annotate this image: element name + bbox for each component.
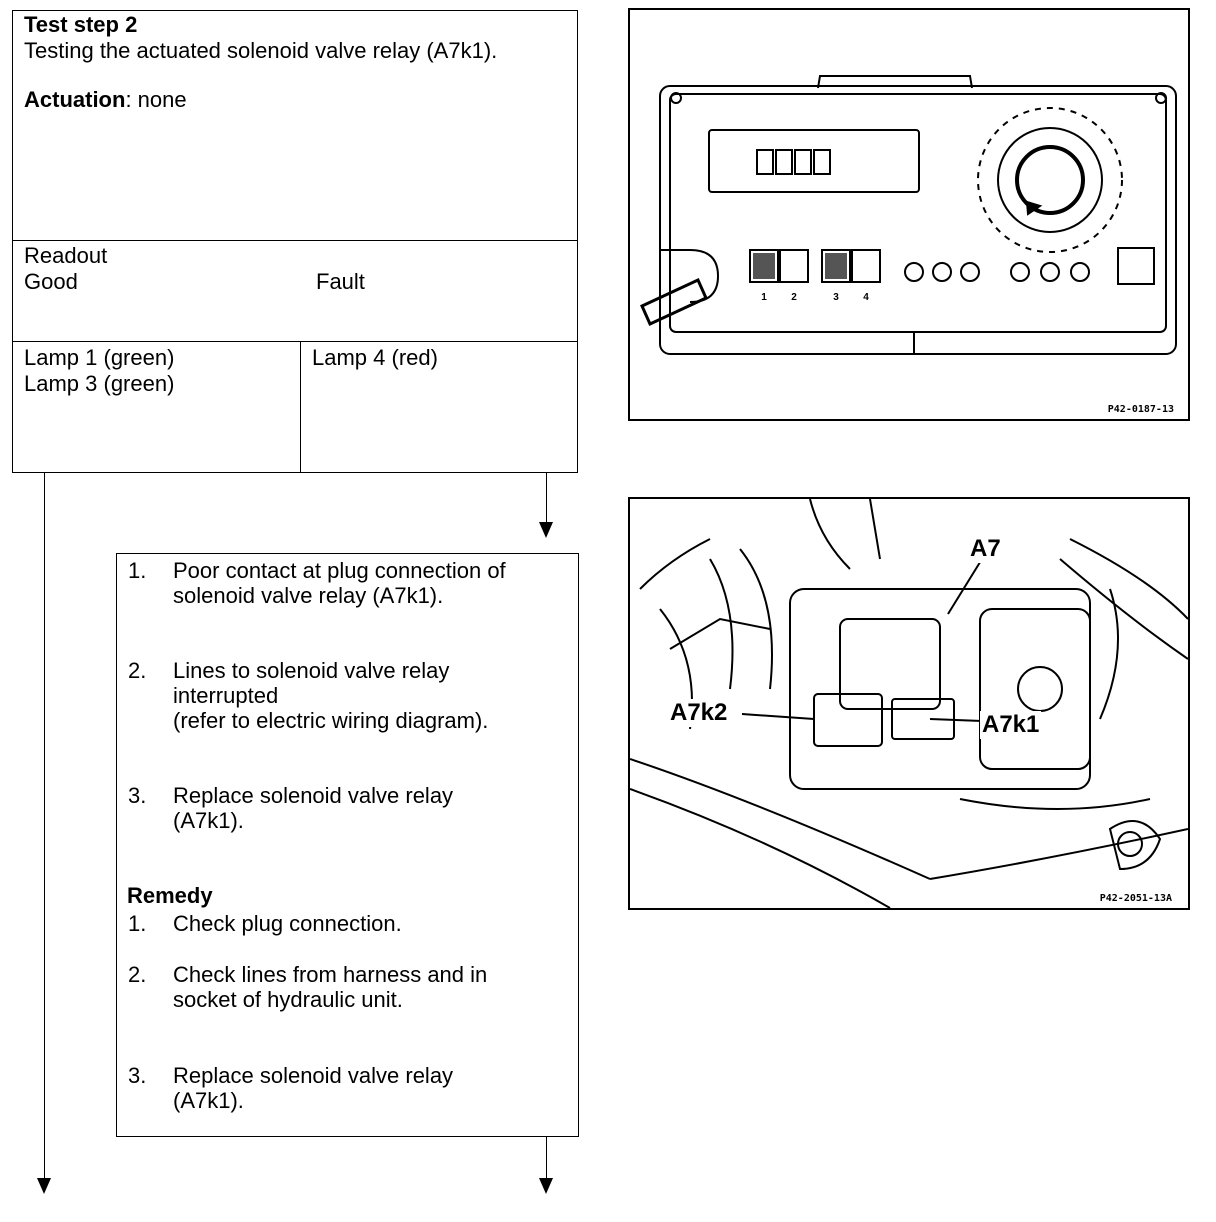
- actuation-label: Actuation: [24, 87, 126, 112]
- figure-caption: P42-0187-13: [1107, 404, 1174, 415]
- flow-line-good: [44, 473, 45, 1180]
- remedy-text: Check plug connection.: [173, 911, 402, 936]
- actuation-row: [24, 87, 187, 113]
- arrow-down-icon: [539, 1178, 553, 1194]
- divider: [300, 341, 301, 473]
- good-lamp-1: Lamp 1 (green): [24, 345, 175, 370]
- remedy-text: Check lines from harness and in socket of hydraulic unit.: [173, 962, 488, 1012]
- button-number: 4: [863, 292, 869, 303]
- readout-fault: Fault: [316, 269, 365, 294]
- divider: [12, 240, 578, 241]
- button-number: 2: [791, 292, 797, 303]
- cause-text: Replace solenoid valve relay (A7k1).: [173, 783, 454, 833]
- cause-text: Lines to solenoid valve relay interrupted (refer to electric wiring diagram).: [173, 658, 489, 733]
- good-lamp-3: Lamp 3 (green): [24, 371, 175, 396]
- cause-text: Poor contact at plug connection of solenoid valve relay (A7k1).: [173, 558, 506, 608]
- remedy-number: 2.: [128, 962, 147, 987]
- cause-number: 2.: [128, 658, 147, 683]
- flow-line-fault-out: [546, 1137, 547, 1179]
- hydraulic-unit-figure: [628, 497, 1190, 910]
- remedy-title: Remedy: [127, 883, 213, 908]
- remedy-text: Replace solenoid valve relay (A7k1).: [173, 1063, 454, 1113]
- label-a7k1: A7k1: [982, 711, 1040, 738]
- test-step-table: [12, 10, 578, 473]
- label-a7: A7: [970, 535, 1001, 562]
- button-number: 3: [833, 292, 839, 303]
- button-number: 1: [761, 292, 767, 303]
- cause-number: 1.: [128, 558, 147, 583]
- readout-label: Readout: [24, 243, 108, 268]
- actuation-value: : none: [125, 87, 187, 112]
- arrow-down-icon: [539, 522, 553, 538]
- figure-caption: P42-2051-13A: [1099, 893, 1172, 904]
- divider: [12, 341, 578, 342]
- tester-panel-figure: [628, 8, 1190, 421]
- remedy-number: 3.: [128, 1063, 147, 1088]
- label-a7k2: A7k2: [670, 699, 728, 726]
- test-step-title: Test step 2: [24, 12, 138, 37]
- tester-panel-drawing: [630, 10, 1188, 419]
- cause-number: 3.: [128, 783, 147, 808]
- test-description: Testing the actuated solenoid valve relay (A7k1).: [24, 38, 498, 63]
- readout-good: Good: [24, 269, 78, 294]
- fault-causes-box: [116, 553, 579, 1137]
- flow-line-fault: [546, 473, 547, 523]
- remedy-number: 1.: [128, 911, 147, 936]
- arrow-down-icon: [37, 1178, 51, 1194]
- fault-lamp-4: Lamp 4 (red): [312, 345, 438, 370]
